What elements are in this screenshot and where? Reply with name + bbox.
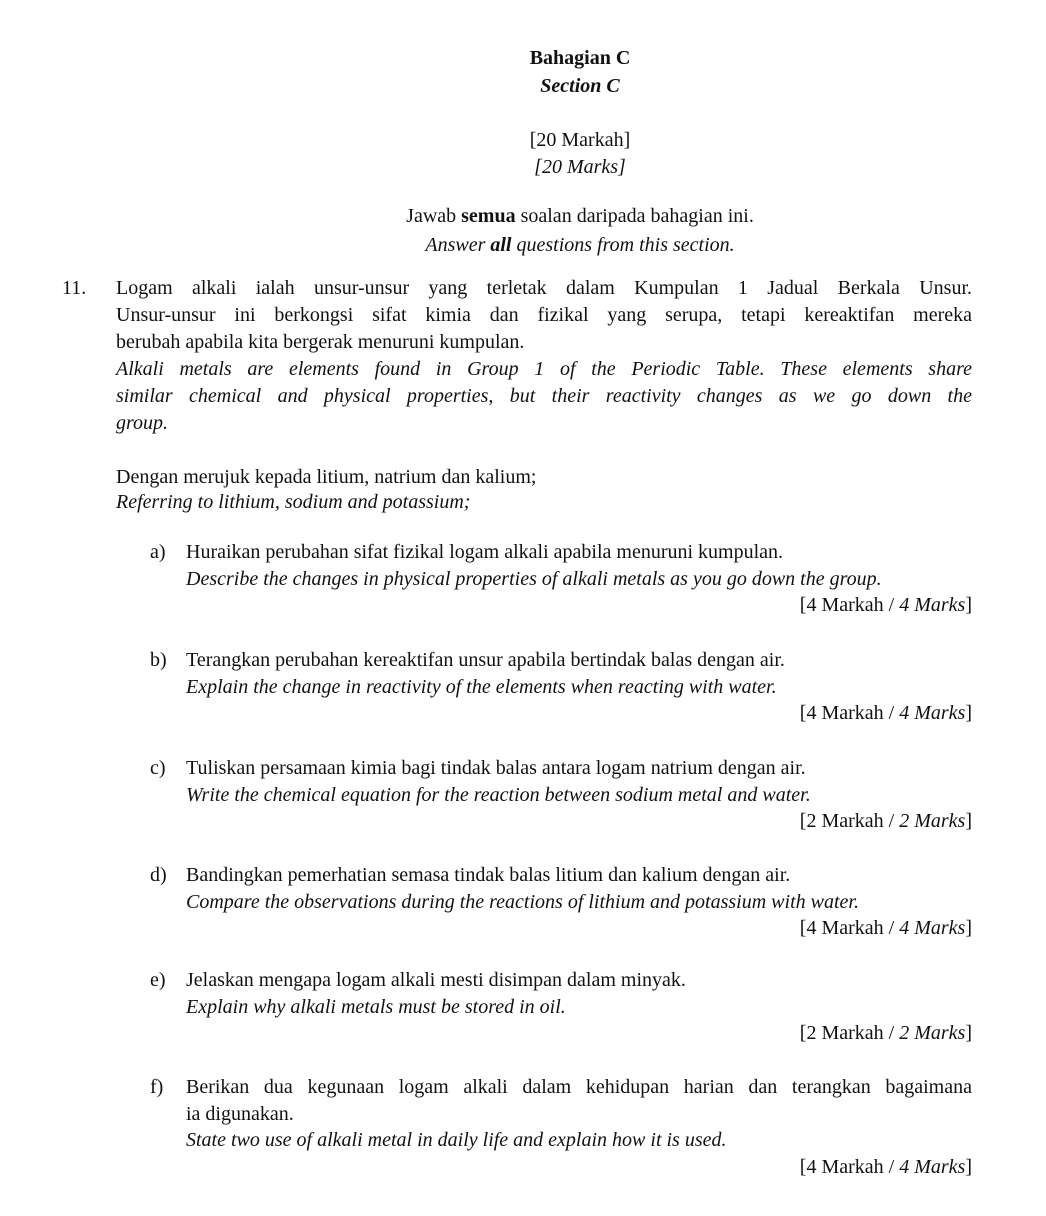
instruction-ms xyxy=(0,203,1046,230)
separator: / xyxy=(883,594,900,616)
bracket: [ xyxy=(799,810,807,832)
bracket: ] xyxy=(965,1155,972,1178)
marks-en: 2 Marks xyxy=(899,810,966,832)
part-label: c) xyxy=(150,757,166,779)
marks-en: 2 Marks xyxy=(899,1022,966,1044)
part-marks xyxy=(800,700,972,727)
text-line: Compare the observations during the reactions of lithium and potassium with water. xyxy=(186,890,859,913)
text-line: Bandingkan pemerhatian semasa tindak balas litium dan kalium dengan air. xyxy=(186,864,791,886)
part-marks xyxy=(800,1020,972,1047)
text-line: ia digunakan. xyxy=(186,1102,294,1125)
bracket: ] xyxy=(965,917,972,939)
marks-ms: 4 Markah xyxy=(806,594,884,616)
bracket: [ xyxy=(799,594,807,616)
instr-text: Answer xyxy=(425,234,491,256)
separator: / xyxy=(883,1155,900,1178)
bracket: [ xyxy=(799,917,807,939)
marks-ms: 4 Markah xyxy=(806,702,884,724)
instr-text: Jawab xyxy=(406,205,462,227)
marks-ms: 4 Markah xyxy=(806,917,884,939)
part-marks xyxy=(800,1154,972,1181)
text-line: Dengan merujuk kepada litium, natrium dan kalium; xyxy=(116,466,537,488)
text-line: Explain why alkali metals must be stored in oil. xyxy=(186,995,566,1018)
marks-en: 4 Marks xyxy=(899,1155,966,1178)
text-line: Berikan dua kegunaan logam alkali dalam kehidupan harian dan terangkan bagaimana xyxy=(186,1076,972,1098)
instr-bold: all xyxy=(490,234,512,256)
text-line: Huraikan perubahan sifat fizikal logam alkali apabila menuruni kumpulan. xyxy=(186,541,784,563)
bracket: ] xyxy=(965,702,972,724)
text-line: Unsur-unsur ini berkongsi sifat kimia dan fizikal yang serupa, tetapi kereaktifan mereka xyxy=(116,304,972,326)
text-line: Alkali metals are elements found in Group 1 of the Periodic Table. These elements share xyxy=(116,358,972,380)
part-label: a) xyxy=(150,541,166,563)
text-line: similar chemical and physical properties, but their reactivity changes as we go down the xyxy=(116,385,972,407)
text-line: Describe the changes in physical properties of alkali metals as you go down the group. xyxy=(186,567,882,590)
text-line: Terangkan perubahan kereaktifan unsur apabila bertindak balas dengan air. xyxy=(186,649,785,671)
bracket: ] xyxy=(965,810,972,832)
part-label: e) xyxy=(150,969,166,991)
bracket: [ xyxy=(799,1022,807,1044)
part-marks xyxy=(800,808,972,835)
text-line: Write the chemical equation for the reaction between sodium metal and water. xyxy=(186,783,811,806)
marks-ms: 2 Markah xyxy=(806,1022,884,1044)
text-line: Tuliskan persamaan kimia bagi tindak balas antara logam natrium dengan air. xyxy=(186,757,806,779)
bracket: ] xyxy=(965,1022,972,1044)
separator: / xyxy=(883,810,900,832)
text-line: Jelaskan mengapa logam alkali mesti disimpan dalam minyak. xyxy=(186,969,686,991)
text-line: Explain the change in reactivity of the elements when reacting with water. xyxy=(186,675,777,698)
instruction-en xyxy=(0,232,1046,259)
text-line: State two use of alkali metal in daily life and explain how it is used. xyxy=(186,1129,727,1151)
instr-text: soalan daripada bahagian ini. xyxy=(515,205,754,227)
part-marks xyxy=(800,915,972,942)
separator: / xyxy=(883,702,900,724)
marks-ms: 2 Markah xyxy=(806,810,884,832)
marks-ms: 4 Markah xyxy=(806,1155,884,1178)
total-marks-ms: [20 Markah] xyxy=(529,129,631,151)
part-label: b) xyxy=(150,649,167,671)
separator: / xyxy=(883,1022,900,1044)
instr-text: questions from this section. xyxy=(511,234,735,256)
marks-en: 4 Marks xyxy=(899,594,966,616)
part-label: d) xyxy=(150,864,167,886)
text-line: Referring to lithium, sodium and potassium; xyxy=(116,491,471,513)
part-label: f) xyxy=(150,1076,164,1098)
text-line: Logam alkali ialah unsur-unsur yang terletak dalam Kumpulan 1 Jadual Berkala Unsur. xyxy=(116,277,972,299)
bracket: ] xyxy=(965,594,972,616)
section-title-ms: Bahagian C xyxy=(529,47,631,69)
bracket: [ xyxy=(799,1155,807,1178)
total-marks-en: [20 Marks] xyxy=(534,156,626,178)
text-line: berubah apabila kita bergerak menuruni kumpulan. xyxy=(116,331,525,353)
bracket: [ xyxy=(799,702,807,724)
question-number: 11. xyxy=(62,277,87,299)
part-marks xyxy=(800,592,972,619)
instr-bold: semua xyxy=(461,205,516,227)
separator: / xyxy=(883,917,900,939)
text-line: group. xyxy=(116,412,169,434)
marks-en: 4 Marks xyxy=(899,917,966,939)
section-title-en: Section C xyxy=(540,75,620,97)
marks-en: 4 Marks xyxy=(899,702,966,724)
